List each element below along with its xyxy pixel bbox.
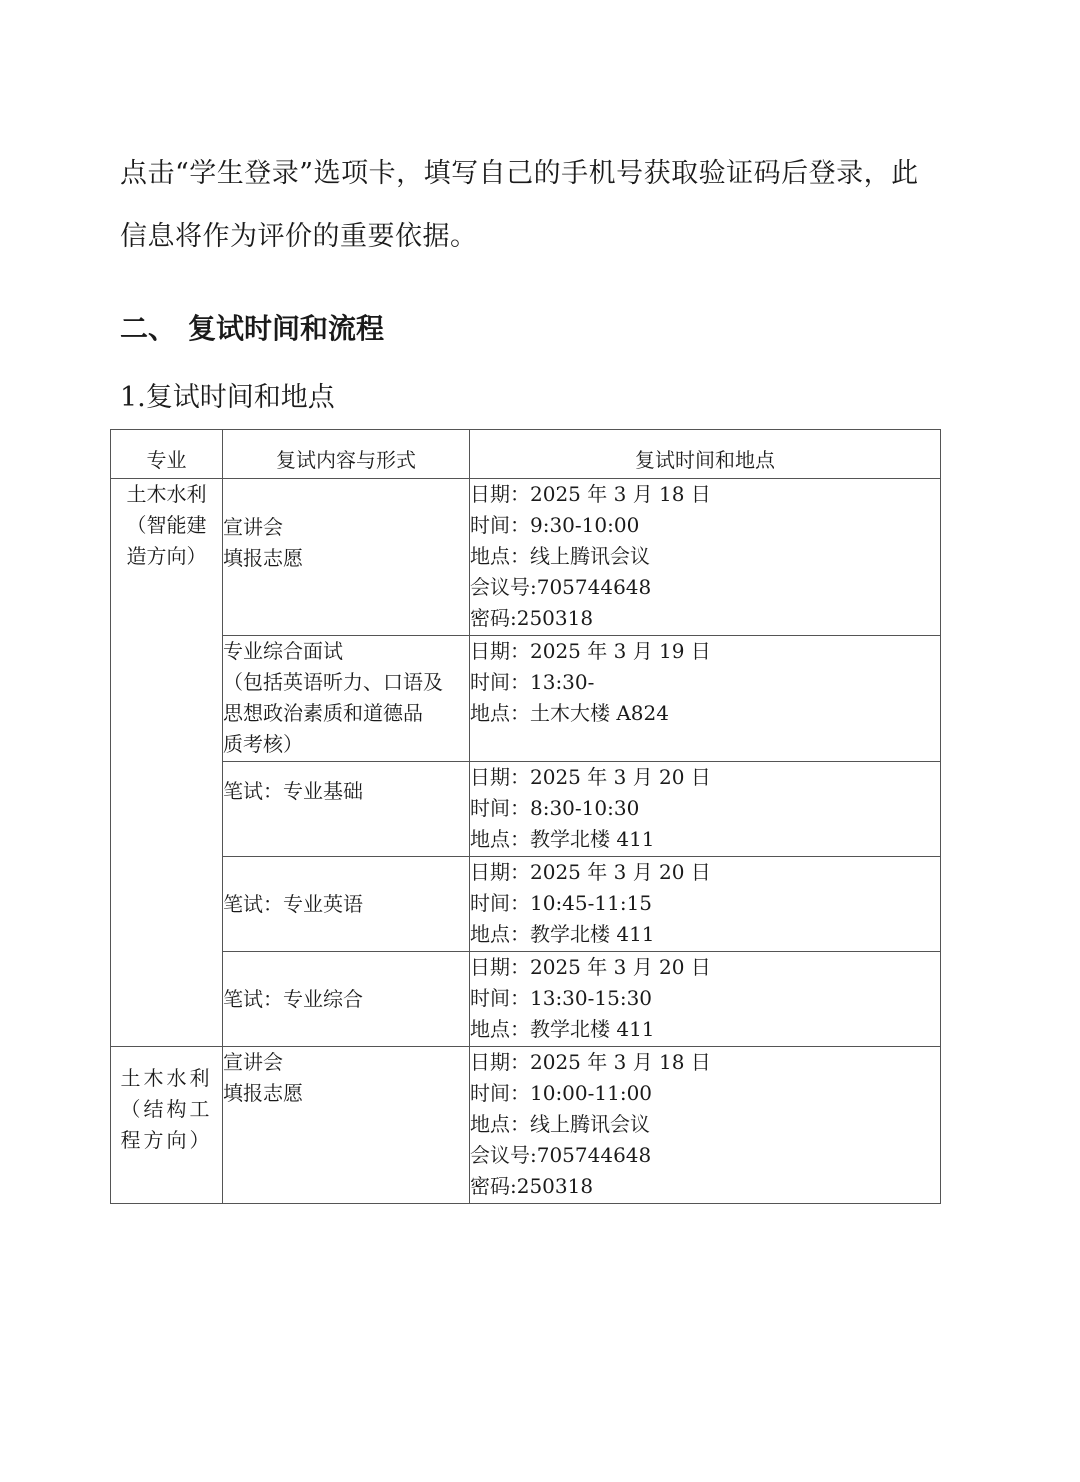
detail-line: 日期：2025 年 3 月 18 日 [470,482,711,506]
content-line: 思想政治素质和道德品 [223,701,423,725]
content-line: 质考核） [223,732,303,756]
schedule-table [110,429,941,1204]
subsection-heading: 1.复试时间和地点 [120,382,335,413]
major-line: 土木水利 [120,1066,213,1090]
content-cell [223,1047,470,1204]
detail-cell [470,636,941,762]
detail-cell [470,857,941,952]
detail-line: 时间：13:30- [470,670,595,694]
major-cell [111,479,223,1047]
major-line: 土木水利 [126,482,207,506]
table-row [111,636,941,762]
detail-line: 日期：2025 年 3 月 20 日 [470,765,711,789]
intro-paragraph-line-2: 信息将作为评价的重要依据。 [120,221,478,252]
intro-paragraph-line-1: 点击“学生登录”选项卡，填写自己的手机号获取验证码后登录，此 [120,158,919,189]
content-line: 笔试：专业综合 [223,986,363,1011]
major-cell [111,1047,223,1204]
detail-line: 会议号:705744648 [470,575,652,599]
table-header-row [111,430,941,479]
section-title: 复试时间和流程 [188,312,385,345]
content-line: 笔试：专业基础 [223,779,363,803]
content-cell [223,857,470,952]
content-cell [223,636,470,762]
detail-cell [470,952,941,1047]
section-heading [120,310,384,348]
detail-line: 地点：线上腾讯会议 [470,1112,650,1136]
content-cell [223,762,470,857]
content-line: （包括英语听力、口语及 [223,670,443,694]
detail-line: 日期：2025 年 3 月 18 日 [470,1050,711,1074]
content-line: 填报志愿 [223,1081,303,1105]
table-row [111,952,941,1047]
detail-line: 密码:250318 [470,1174,594,1198]
detail-line: 日期：2025 年 3 月 20 日 [470,860,711,884]
content-cell [223,479,470,636]
content-cell [223,952,470,1047]
major-line: （结构工 [120,1097,213,1121]
table-row [111,857,941,952]
detail-line: 地点：土木大楼 A824 [470,701,669,725]
header-major: 专业 [111,430,223,479]
detail-line: 时间：13:30-15:30 [470,986,653,1010]
detail-line: 地点：教学北楼 411 [470,1017,655,1041]
detail-line: 会议号:705744648 [470,1143,652,1167]
detail-line: 日期：2025 年 3 月 19 日 [470,639,711,663]
content-line: 宣讲会 [223,1050,283,1074]
detail-line: 地点：线上腾讯会议 [470,544,650,568]
header-time-place: 复试时间和地点 [470,430,941,479]
detail-cell [470,762,941,857]
major-line: 程方向） [120,1128,213,1152]
section-number: 二、 [120,312,177,345]
detail-line: 时间：8:30-10:30 [470,796,640,820]
table-row [111,1047,941,1204]
detail-line: 时间：9:30-10:00 [470,513,640,537]
major-line: （智能建 [126,513,207,537]
table-row [111,479,941,636]
detail-line: 时间：10:45-11:15 [470,891,653,915]
detail-cell [470,479,941,636]
detail-cell [470,1047,941,1204]
detail-line: 地点：教学北楼 411 [470,922,655,946]
detail-line: 时间：10:00-11:00 [470,1081,653,1105]
content-line: 专业综合面试 [223,639,343,663]
detail-line: 日期：2025 年 3 月 20 日 [470,955,711,979]
table-row [111,762,941,857]
content-line: 宣讲会 [223,515,283,539]
detail-line: 地点：教学北楼 411 [470,827,655,851]
content-line: 笔试：专业英语 [223,891,363,916]
major-line: 造方向） [126,544,207,568]
content-line: 填报志愿 [223,546,303,570]
header-content: 复试内容与形式 [223,430,470,479]
detail-line: 密码:250318 [470,606,594,630]
